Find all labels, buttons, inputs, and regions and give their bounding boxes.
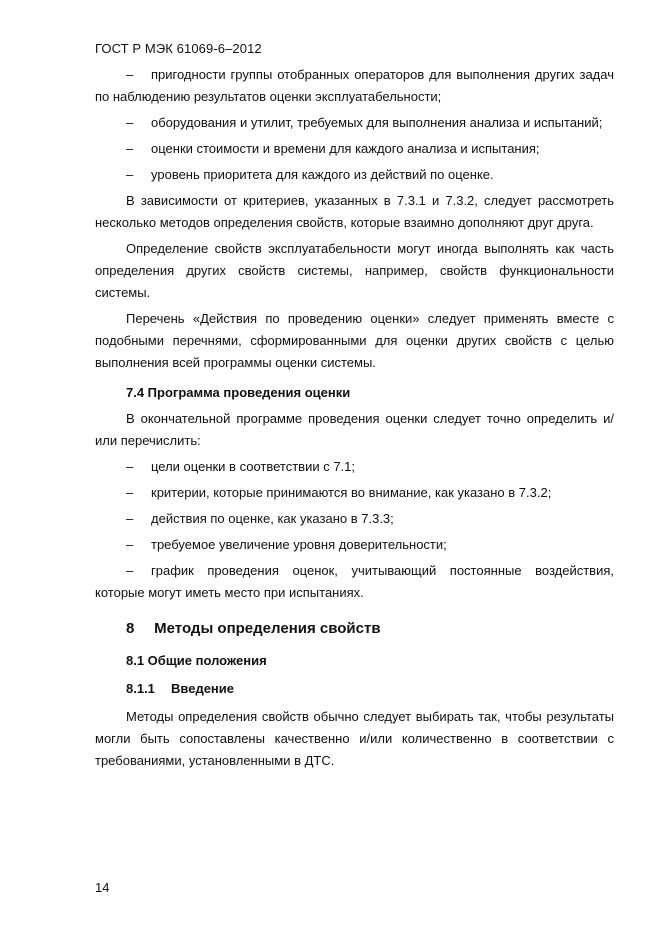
list-item [95,164,614,186]
list-dash: – [126,485,134,500]
list-item-text: цели оценки в соответствии с 7.1; [151,459,356,474]
list-item-text: пригодности группы отобранных операторов для выполнения других задач по наблюдению результатов оценки эксплуатабельности; [95,67,614,104]
list-item [95,64,614,108]
section-heading-8-1-1 [126,678,614,700]
list-item [95,112,614,134]
list-item-text: график проведения оценок, учитывающий постоянные воздействия, которые могут иметь место при испытаниях. [95,563,614,600]
list-dash: – [126,511,134,526]
list-item-text: уровень приоритета для каждого из действий по оценке. [151,167,494,182]
list-item-text: оценки стоимости и времени для каждого анализа и испытания; [151,141,540,156]
list-item [95,534,614,556]
document-header: ГОСТ Р МЭК 61069-6–2012 [95,41,262,56]
list-dash: – [126,537,134,552]
list-item [95,560,614,604]
section-heading-8-1: 8.1 Общие положения [126,653,267,668]
paragraph: Методы определения свойств обычно следует выбирать так, чтобы результаты могли быть сопоставлены качественно и/или количественно в соответствии с требованиями, установленными в ДТС. [95,709,614,768]
list-dash: – [126,563,134,578]
paragraph: В окончательной программе проведения оценки следует точно определить и/или перечислить: [95,411,614,448]
section-heading-8 [126,618,614,640]
page-number: 14 [95,880,110,895]
list-item-text: действия по оценке, как указано в 7.3.3; [151,511,394,526]
list-dash: – [126,167,134,182]
section-number: 8.1.1 [126,681,155,696]
list-dash: – [126,459,134,474]
paragraph: Определение свойств эксплуатабельности могут иногда выполнять как часть определения других свойств системы, например, свойств функциональности системы. [95,241,614,300]
paragraph: В зависимости от критериев, указанных в 7.3.1 и 7.3.2, следует рассмотреть несколько методов определения свойств, которые взаимно дополняют друг друга. [95,193,614,230]
section-title: Методы определения свойств [154,620,381,637]
list-item [95,138,614,160]
paragraph: Перечень «Действия по проведению оценки» следует применять вместе с подобными перечнями, сформированными для оценки других свойств с целью выполнения всей программы оценки системы. [95,311,614,370]
list-item [95,456,614,478]
list-dash: – [126,115,134,130]
list-item [95,508,614,530]
page-body [95,64,614,776]
section-number: 8 [126,620,135,637]
list-item [95,482,614,504]
list-dash: – [126,141,134,156]
section-title: Введение [171,681,234,696]
list-item-text: требуемое увеличение уровня доверительности; [151,537,447,552]
list-item-text: критерии, которые принимаются во внимание, как указано в 7.3.2; [151,485,552,500]
section-heading-7-4: 7.4 Программа проведения оценки [126,385,351,400]
list-item-text: оборудования и утилит, требуемых для выполнения анализа и испытаний; [151,115,603,130]
list-dash: – [126,67,134,82]
